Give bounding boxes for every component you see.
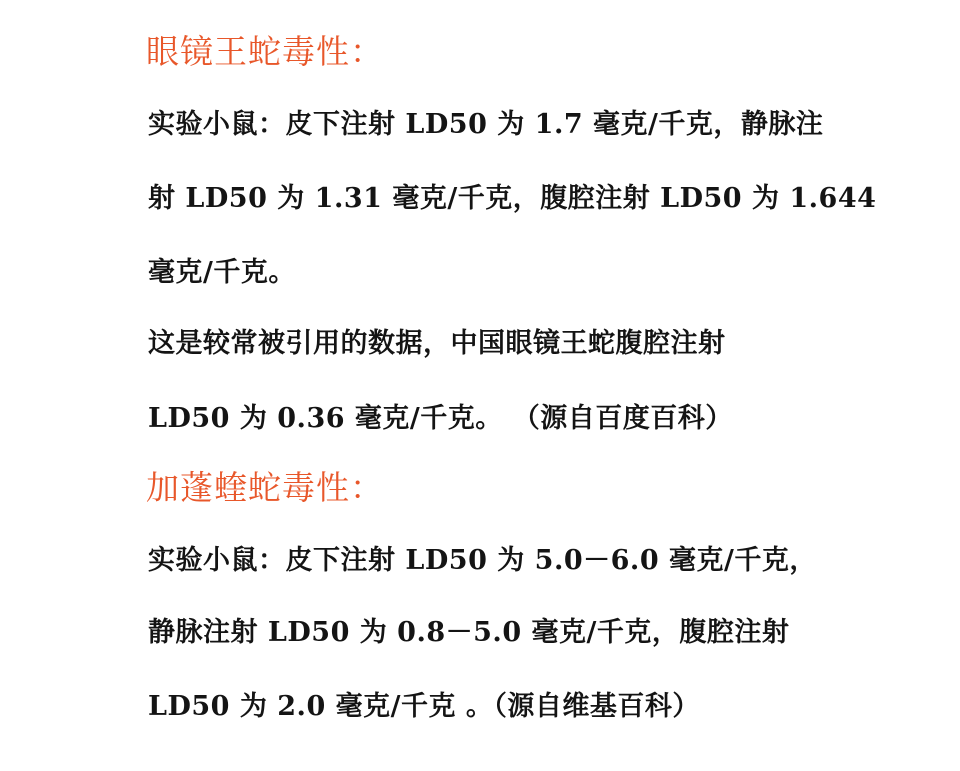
king-cobra-paragraph-line: 这是较常被引用的数据，中国眼镜王蛇腹腔注射 bbox=[148, 328, 726, 359]
king-cobra-paragraph-line: 射 LD50 为 1.31 毫克/千克，腹腔注射 LD50 为 1.644 bbox=[148, 183, 877, 214]
gaboon-viper-paragraph-line: 静脉注射 LD50 为 0.8－5.0 毫克/千克，腹腔注射 bbox=[148, 617, 790, 648]
gaboon-viper-toxicity-heading: 加蓬蝰蛇毒性： bbox=[146, 468, 384, 507]
king-cobra-paragraph-line: 实验小鼠：皮下注射 LD50 为 1.7 毫克/千克，静脉注 bbox=[148, 109, 824, 140]
king-cobra-paragraph-line: LD50 为 0.36 毫克/千克。 （源自百度百科） bbox=[148, 403, 733, 434]
gaboon-viper-paragraph-line: 实验小鼠：皮下注射 LD50 为 5.0－6.0 毫克/千克， bbox=[148, 545, 817, 576]
king-cobra-paragraph-line: 毫克/千克。 bbox=[148, 257, 296, 288]
gaboon-viper-paragraph-line: LD50 为 2.0 毫克/千克 。（源自维基百科） bbox=[148, 691, 700, 722]
king-cobra-toxicity-heading: 眼镜王蛇毒性： bbox=[146, 32, 384, 71]
